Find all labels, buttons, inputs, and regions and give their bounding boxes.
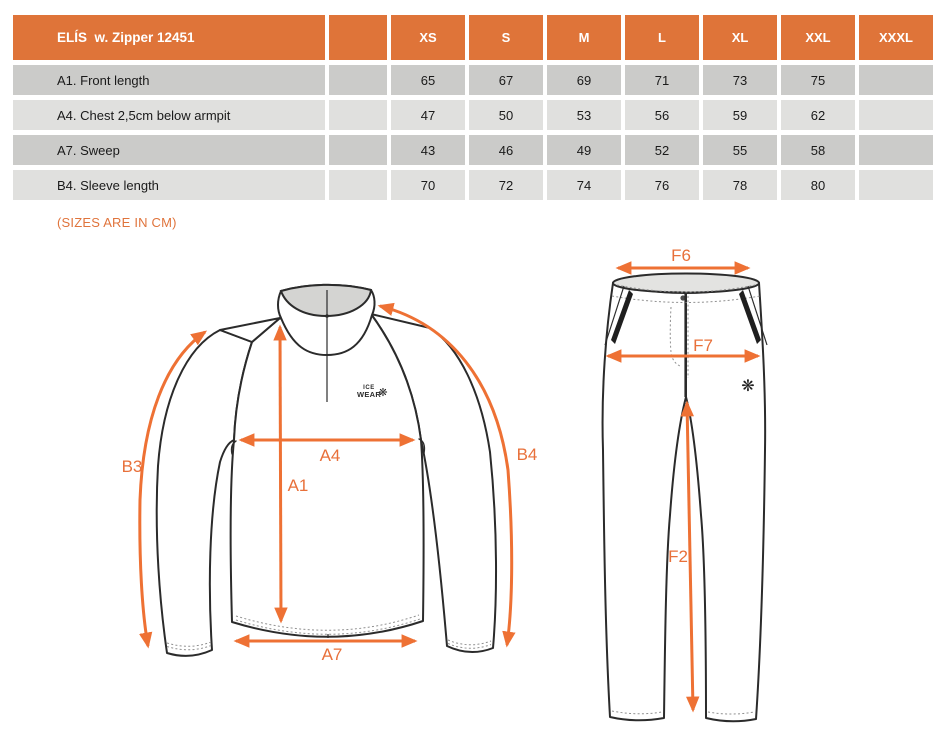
arrow-a1 [280,327,281,621]
measure-label-b3: B3 [121,457,143,476]
sizes-unit-note: (SIZES ARE IN CM) [57,215,177,230]
measure-label-a1: A1 [287,476,309,495]
measure-label-b4: B4 [516,445,538,464]
value-cell [859,65,933,95]
product-title: ELÍS w. Zipper 12451 [13,15,325,60]
value-cell: 69 [547,65,621,95]
value-cell: 73 [703,65,777,95]
zipper-pull [325,314,329,318]
sweater-drawing [122,285,538,664]
measurement-row-chest [13,100,933,130]
measure-label-a4: A4 [319,446,341,465]
size-header-s: S [469,15,543,60]
value-cell: 75 [781,65,855,95]
size-header-m: M [547,15,621,60]
value-cell: 47 [391,100,465,130]
value-cell: 43 [391,135,465,165]
value-cell: 56 [625,100,699,130]
spacer-cell [329,100,387,130]
value-cell: 49 [547,135,621,165]
icewear-logo-line1: ICE [363,385,375,391]
value-cell: 65 [391,65,465,95]
size-header-xl: XL [703,15,777,60]
value-cell: 76 [625,170,699,200]
value-cell: 70 [391,170,465,200]
value-cell: 46 [469,135,543,165]
value-cell: 71 [625,65,699,95]
row-label: A1. Front length [13,65,325,95]
value-cell: 50 [469,100,543,130]
header-row [13,15,933,60]
spacer-cell [329,170,387,200]
garment-diagrams [0,240,949,754]
measure-label-f2: F2 [668,547,688,566]
value-cell [859,135,933,165]
measure-label-f6: F6 [671,246,691,265]
size-chart-table [9,10,937,205]
row-label: A7. Sweep [13,135,325,165]
value-cell: 53 [547,100,621,130]
value-cell: 58 [781,135,855,165]
measure-label-a7: A7 [321,645,343,664]
pants-drawing [603,246,767,721]
waist-opening [613,274,759,293]
measurement-row-front-length [13,65,933,95]
icewear-logo-snowflake-icon: ❋ [378,387,388,399]
row-label: B4. Sleeve length [13,170,325,200]
value-cell [859,100,933,130]
value-cell: 72 [469,170,543,200]
value-cell: 67 [469,65,543,95]
row-label: A4. Chest 2,5cm below armpit [13,100,325,130]
size-header-l: L [625,15,699,60]
value-cell: 78 [703,170,777,200]
measure-label-f7: F7 [693,336,713,355]
measurement-row-sweep [13,135,933,165]
spacer-cell [329,65,387,95]
pants-snowflake-icon: ❋ [741,378,755,395]
header-spacer-cell [329,15,387,60]
spacer-cell [329,135,387,165]
size-header-xxl: XXL [781,15,855,60]
measurement-row-sleeve-length [13,170,933,200]
value-cell [859,170,933,200]
size-header-xxxl: XXXL [859,15,933,60]
value-cell: 62 [781,100,855,130]
value-cell: 80 [781,170,855,200]
icewear-logo-line2: WEAR [356,390,382,399]
size-header-xs: XS [391,15,465,60]
value-cell: 52 [625,135,699,165]
pants-left-leg [603,283,686,720]
value-cell: 74 [547,170,621,200]
value-cell: 59 [703,100,777,130]
value-cell: 55 [703,135,777,165]
